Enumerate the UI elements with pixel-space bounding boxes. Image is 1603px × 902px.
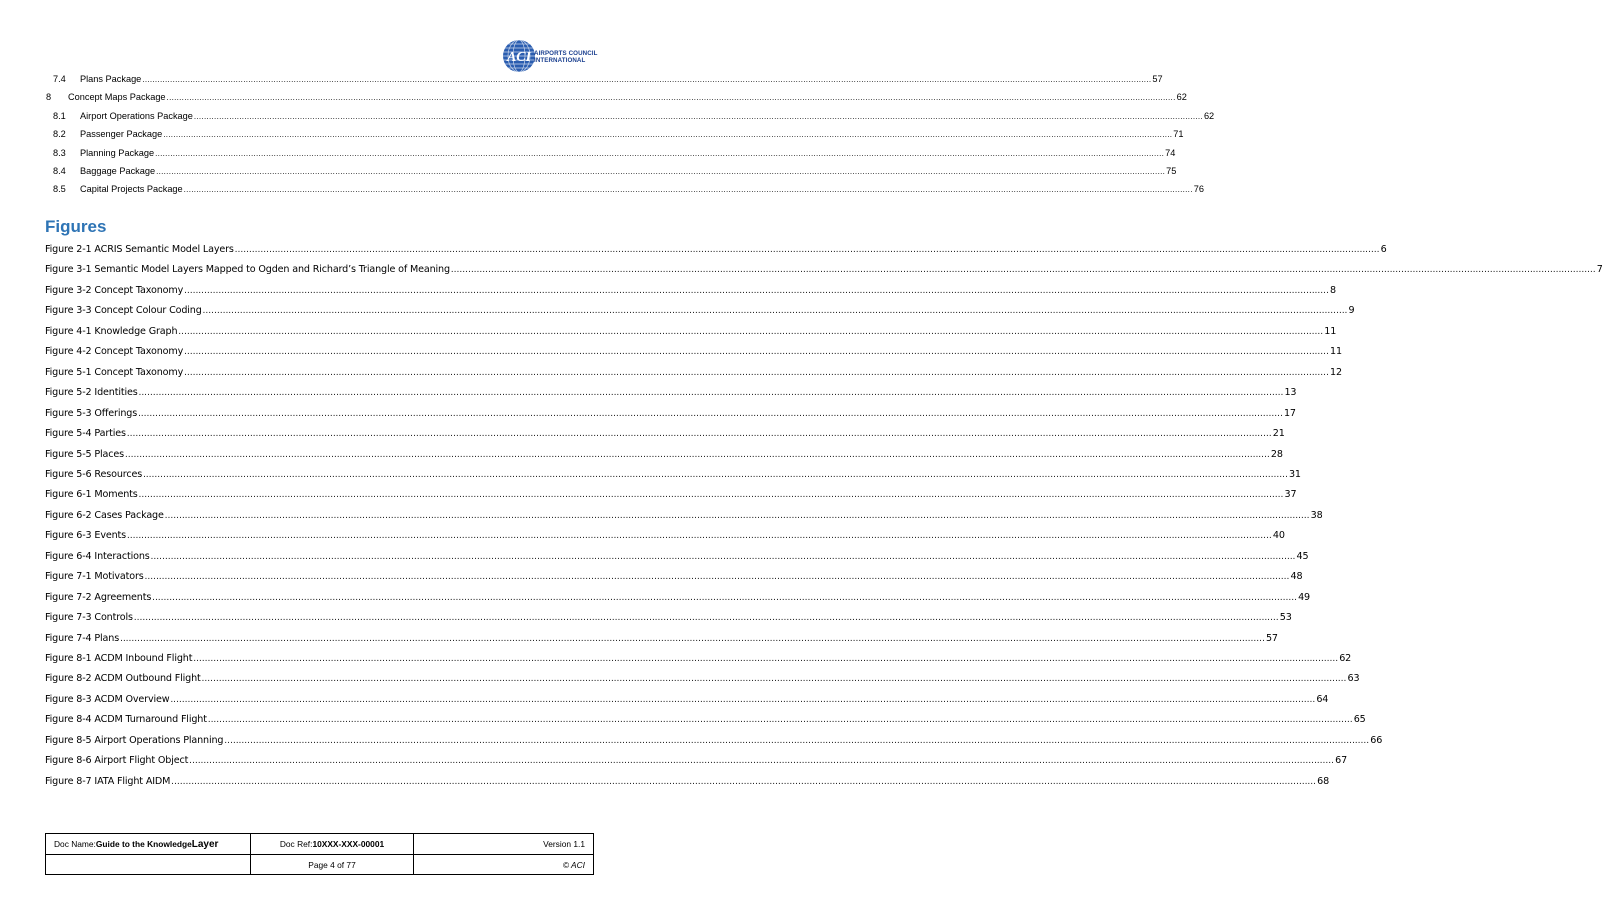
figure-leader-dots: ................................................................................................................................................................................................................................................................................................................................................................................................................ bbox=[184, 284, 1329, 295]
figure-entry[interactable] bbox=[45, 775, 1330, 794]
figure-entry-title: Figure 2-1 ACRIS Semantic Model Layers bbox=[45, 244, 234, 255]
figure-entry[interactable] bbox=[45, 653, 1352, 671]
toc-entry-number: 8 bbox=[46, 92, 52, 102]
figure-entry[interactable] bbox=[45, 714, 1366, 732]
figure-entry-title: Figure 3-3 Concept Colour Coding bbox=[45, 305, 202, 317]
figure-leader-dots: ................................................................................................................................................................................................................................................................................................................................................................................................................ bbox=[170, 693, 1316, 704]
figure-leader-dots: ................................................................................................................................................................................................................................................................................................................................................................................................................ bbox=[133, 612, 1279, 623]
figure-entry-page: 7 bbox=[1596, 264, 1603, 276]
figure-entry-page: 40 bbox=[1272, 530, 1285, 542]
toc-leader-dots: ................................................................................................................................................................................................................................................................................................................................................................................................................ bbox=[142, 75, 1152, 84]
footer-doc-name bbox=[46, 834, 250, 854]
figure-entry-page: 62 bbox=[1339, 653, 1352, 664]
figure-entry-title: Figure 4-1 Knowledge Graph bbox=[45, 325, 178, 337]
figure-entry-title: Figure 7-4 Plans bbox=[45, 632, 120, 644]
figure-entry[interactable] bbox=[45, 244, 1387, 262]
figure-entry-page: 31 bbox=[1288, 468, 1301, 480]
figure-leader-dots: ................................................................................................................................................................................................................................................................................................................................................................................................................ bbox=[164, 509, 1310, 520]
footer-doc-name-value: Guide to the Knowledge bbox=[95, 839, 192, 849]
figure-entry-title: Figure 6-3 Events bbox=[45, 530, 126, 542]
figure-entry[interactable] bbox=[45, 407, 1296, 426]
figure-entry[interactable] bbox=[45, 693, 1329, 712]
toc-entry[interactable] bbox=[53, 184, 1204, 200]
figure-entry-title: Figure 5-6 Resources bbox=[45, 468, 143, 480]
footer-empty-cell bbox=[46, 855, 250, 874]
figure-entry-title: Figure 3-1 Semantic Model Layers Mapped to Ogden and Richard’s Triangle of Meaning bbox=[45, 264, 450, 276]
figure-leader-dots: ................................................................................................................................................................................................................................................................................................................................................................................................................ bbox=[143, 468, 1288, 479]
figure-leader-dots: ................................................................................................................................................................................................................................................................................................................................................................................................................ bbox=[171, 775, 1317, 786]
figure-entry[interactable] bbox=[45, 428, 1285, 446]
figure-entry-title: Figure 8-5 Airport Operations Planning bbox=[45, 734, 224, 746]
toc-entry[interactable] bbox=[53, 74, 1163, 90]
toc-entry-page: 62 bbox=[1176, 92, 1187, 102]
logo-line-1: AIRPORTS COUNCIL bbox=[534, 50, 598, 57]
toc-entry-page: 75 bbox=[1166, 166, 1177, 176]
footer-page-number: Page 4 of 77 bbox=[308, 859, 356, 870]
toc-entry-page: 74 bbox=[1165, 148, 1176, 158]
figure-entry[interactable] bbox=[45, 734, 1383, 753]
footer-copyright: © ACI bbox=[562, 859, 585, 870]
figure-leader-dots: ................................................................................................................................................................................................................................................................................................................................................................................................................ bbox=[138, 407, 1283, 418]
figure-entry-title: Figure 5-3 Offerings bbox=[45, 407, 138, 419]
figure-entry[interactable] bbox=[45, 448, 1283, 467]
svg-text:ACI: ACI bbox=[506, 50, 532, 65]
figure-entry-title: Figure 5-1 Concept Taxonomy bbox=[45, 366, 184, 378]
figure-entry-title: Figure 8-1 ACDM Inbound Flight bbox=[45, 653, 193, 664]
figure-entry[interactable] bbox=[45, 366, 1342, 385]
toc-entry-number: 8.2 bbox=[53, 129, 66, 139]
toc-entry-page: 76 bbox=[1193, 184, 1204, 194]
figure-entry[interactable] bbox=[45, 346, 1342, 364]
footer-version: Version 1.1 bbox=[543, 839, 585, 849]
figure-leader-dots: ................................................................................................................................................................................................................................................................................................................................................................................................................ bbox=[152, 591, 1298, 602]
figure-leader-dots: ................................................................................................................................................................................................................................................................................................................................................................................................................ bbox=[234, 244, 1380, 254]
toc-leader-dots: ................................................................................................................................................................................................................................................................................................................................................................................................................ bbox=[183, 185, 1193, 194]
toc-entry-number: 8.5 bbox=[53, 184, 66, 194]
figure-entry-page: 13 bbox=[1284, 387, 1297, 399]
figure-leader-dots: ................................................................................................................................................................................................................................................................................................................................................................................................................ bbox=[201, 673, 1347, 684]
figure-entry-page: 45 bbox=[1296, 550, 1309, 562]
toc-entry-title: Passenger Package bbox=[80, 129, 163, 139]
toc-entry-number: 8.4 bbox=[53, 166, 66, 176]
footer-doc-ref-value: 10XXX-XXX-00001 bbox=[312, 839, 385, 849]
figure-entry[interactable] bbox=[45, 489, 1297, 507]
figure-leader-dots: ................................................................................................................................................................................................................................................................................................................................................................................................................ bbox=[184, 366, 1329, 377]
figure-entry[interactable] bbox=[45, 387, 1297, 405]
figure-entry-title: Figure 5-5 Places bbox=[45, 448, 125, 460]
figure-entry[interactable] bbox=[45, 264, 1603, 282]
toc-leader-dots: ................................................................................................................................................................................................................................................................................................................................................................................................................ bbox=[193, 112, 1203, 121]
toc-entry[interactable] bbox=[46, 92, 1187, 108]
footer-doc-name-value-end: Layer bbox=[191, 838, 219, 850]
figure-entry-page: 63 bbox=[1347, 673, 1360, 685]
figure-entry-page: 38 bbox=[1310, 509, 1323, 521]
footer-doc-ref-label: Doc Ref: bbox=[279, 839, 313, 849]
figure-entry-page: 49 bbox=[1298, 591, 1310, 603]
figure-entry-title: Figure 8-3 ACDM Overview bbox=[45, 693, 170, 705]
figure-entry-title: Figure 8-6 Airport Flight Object bbox=[45, 755, 189, 767]
figures-heading: Figures bbox=[45, 217, 107, 236]
document-footer bbox=[45, 833, 594, 875]
toc-entry-title: Baggage Package bbox=[80, 166, 156, 176]
figure-entry[interactable] bbox=[45, 673, 1360, 691]
toc-entry-title: Airport Operations Package bbox=[80, 111, 193, 121]
figure-leader-dots: ................................................................................................................................................................................................................................................................................................................................................................................................................ bbox=[193, 653, 1339, 663]
figure-leader-dots: ................................................................................................................................................................................................................................................................................................................................................................................................................ bbox=[138, 387, 1284, 398]
figure-leader-dots: ................................................................................................................................................................................................................................................................................................................................................................................................................ bbox=[127, 530, 1272, 541]
figure-entry-title: Figure 7-3 Controls bbox=[45, 612, 133, 624]
figure-leader-dots: ................................................................................................................................................................................................................................................................................................................................................................................................................ bbox=[126, 428, 1272, 439]
figure-entry-page: 66 bbox=[1370, 734, 1383, 746]
figure-entry[interactable] bbox=[45, 755, 1348, 773]
figure-entry-title: Figure 8-4 ACDM Turnaround Flight bbox=[45, 714, 207, 726]
toc-entry[interactable] bbox=[53, 111, 1215, 127]
figure-entry[interactable] bbox=[45, 468, 1301, 487]
figure-entry-page: 11 bbox=[1330, 346, 1342, 358]
figure-entry[interactable] bbox=[45, 550, 1309, 569]
aci-logo bbox=[502, 38, 602, 74]
figure-entry-page: 11 bbox=[1324, 325, 1337, 337]
toc-entry-page: 71 bbox=[1173, 129, 1184, 139]
figure-entry-page: 67 bbox=[1335, 755, 1348, 767]
figure-leader-dots: ................................................................................................................................................................................................................................................................................................................................................................................................................ bbox=[224, 734, 1370, 745]
figure-entry-title: Figure 5-4 Parties bbox=[45, 428, 126, 440]
figure-leader-dots: ................................................................................................................................................................................................................................................................................................................................................................................................................ bbox=[450, 264, 1596, 275]
toc-entry-title: Capital Projects Package bbox=[80, 184, 183, 194]
figure-entry[interactable] bbox=[45, 305, 1355, 323]
toc-leader-dots: ................................................................................................................................................................................................................................................................................................................................................................................................................ bbox=[156, 167, 1166, 176]
toc-entry-title: Plans Package bbox=[80, 74, 142, 84]
figure-entry-title: Figure 6-1 Moments bbox=[45, 489, 138, 501]
figure-entry-page: 8 bbox=[1330, 284, 1336, 296]
figure-leader-dots: ................................................................................................................................................................................................................................................................................................................................................................................................................ bbox=[120, 632, 1265, 643]
aci-logo-globe-icon bbox=[502, 38, 536, 74]
figure-entry[interactable] bbox=[45, 530, 1285, 548]
toc-entry-number: 8.3 bbox=[53, 148, 66, 158]
figure-entry-title: Figure 7-2 Agreements bbox=[45, 591, 152, 603]
figure-leader-dots: ................................................................................................................................................................................................................................................................................................................................................................................................................ bbox=[150, 550, 1296, 561]
toc-leader-dots: ................................................................................................................................................................................................................................................................................................................................................................................................................ bbox=[163, 130, 1173, 139]
figure-entry[interactable] bbox=[45, 571, 1303, 589]
figure-entry-page: 48 bbox=[1290, 571, 1303, 583]
figure-leader-dots: ................................................................................................................................................................................................................................................................................................................................................................................................................ bbox=[189, 755, 1335, 766]
logo-line-2: INTERNATIONAL bbox=[534, 57, 586, 64]
figure-entry-title: Figure 5-2 Identities bbox=[45, 387, 138, 399]
figure-entry-title: Figure 6-4 Interactions bbox=[45, 550, 150, 562]
figure-entry-page: 65 bbox=[1353, 714, 1366, 726]
figure-entry-page: 6 bbox=[1380, 244, 1387, 255]
footer-doc-ref bbox=[251, 834, 413, 854]
figure-leader-dots: ................................................................................................................................................................................................................................................................................................................................................................................................................ bbox=[184, 346, 1329, 357]
toc-entry[interactable] bbox=[53, 148, 1176, 164]
footer-doc-name-label: Doc Name: bbox=[54, 839, 96, 849]
figure-entry[interactable] bbox=[45, 612, 1292, 630]
figure-entry[interactable] bbox=[45, 325, 1337, 344]
figure-entry-page: 9 bbox=[1348, 305, 1355, 317]
figure-leader-dots: ................................................................................................................................................................................................................................................................................................................................................................................................................ bbox=[178, 325, 1324, 336]
toc-entry-number: 7.4 bbox=[53, 74, 66, 84]
toc-entry-page: 57 bbox=[1152, 74, 1163, 84]
toc-entry-title: Concept Maps Package bbox=[68, 92, 166, 102]
toc-leader-dots: ................................................................................................................................................................................................................................................................................................................................................................................................................ bbox=[155, 149, 1165, 158]
figure-entry-page: 53 bbox=[1279, 612, 1292, 624]
figure-entry[interactable] bbox=[45, 632, 1278, 651]
figure-entry[interactable] bbox=[45, 284, 1336, 303]
figure-entry-page: 64 bbox=[1316, 693, 1329, 705]
figure-leader-dots: ................................................................................................................................................................................................................................................................................................................................................................................................................ bbox=[125, 448, 1270, 459]
figure-entry-page: 17 bbox=[1283, 407, 1296, 419]
figure-entry-title: Figure 8-7 IATA Flight AIDM bbox=[45, 775, 171, 787]
figure-entry-title: Figure 4-2 Concept Taxonomy bbox=[45, 346, 184, 358]
toc-entry[interactable] bbox=[53, 129, 1184, 145]
figure-leader-dots: ................................................................................................................................................................................................................................................................................................................................................................................................................ bbox=[144, 571, 1290, 582]
toc-entry[interactable] bbox=[53, 166, 1177, 182]
figure-leader-dots: ................................................................................................................................................................................................................................................................................................................................................................................................................ bbox=[207, 714, 1353, 725]
figure-entry-page: 57 bbox=[1265, 632, 1278, 644]
toc-entry-title: Planning Package bbox=[80, 148, 155, 158]
toc-entry-number: 8.1 bbox=[53, 111, 66, 121]
figure-entry-title: Figure 3-2 Concept Taxonomy bbox=[45, 284, 184, 296]
figure-entry-title: Figure 8-2 ACDM Outbound Flight bbox=[45, 673, 201, 685]
toc-leader-dots: ................................................................................................................................................................................................................................................................................................................................................................................................................ bbox=[166, 93, 1176, 102]
figure-entry-page: 21 bbox=[1272, 428, 1285, 440]
figure-entry-page: 37 bbox=[1284, 489, 1297, 501]
figure-leader-dots: ................................................................................................................................................................................................................................................................................................................................................................................................................ bbox=[138, 489, 1284, 500]
figure-entry-page: 28 bbox=[1270, 448, 1283, 460]
figure-entry-page: 68 bbox=[1317, 775, 1330, 787]
toc-entry-page: 62 bbox=[1203, 111, 1215, 121]
figure-entry-title: Figure 7-1 Motivators bbox=[45, 571, 144, 583]
figure-entry[interactable] bbox=[45, 591, 1310, 610]
figure-entry-title: Figure 6-2 Cases Package bbox=[45, 509, 164, 521]
figure-leader-dots: ................................................................................................................................................................................................................................................................................................................................................................................................................ bbox=[202, 305, 1348, 316]
figure-entry[interactable] bbox=[45, 509, 1323, 528]
figure-entry-page: 12 bbox=[1330, 366, 1342, 378]
